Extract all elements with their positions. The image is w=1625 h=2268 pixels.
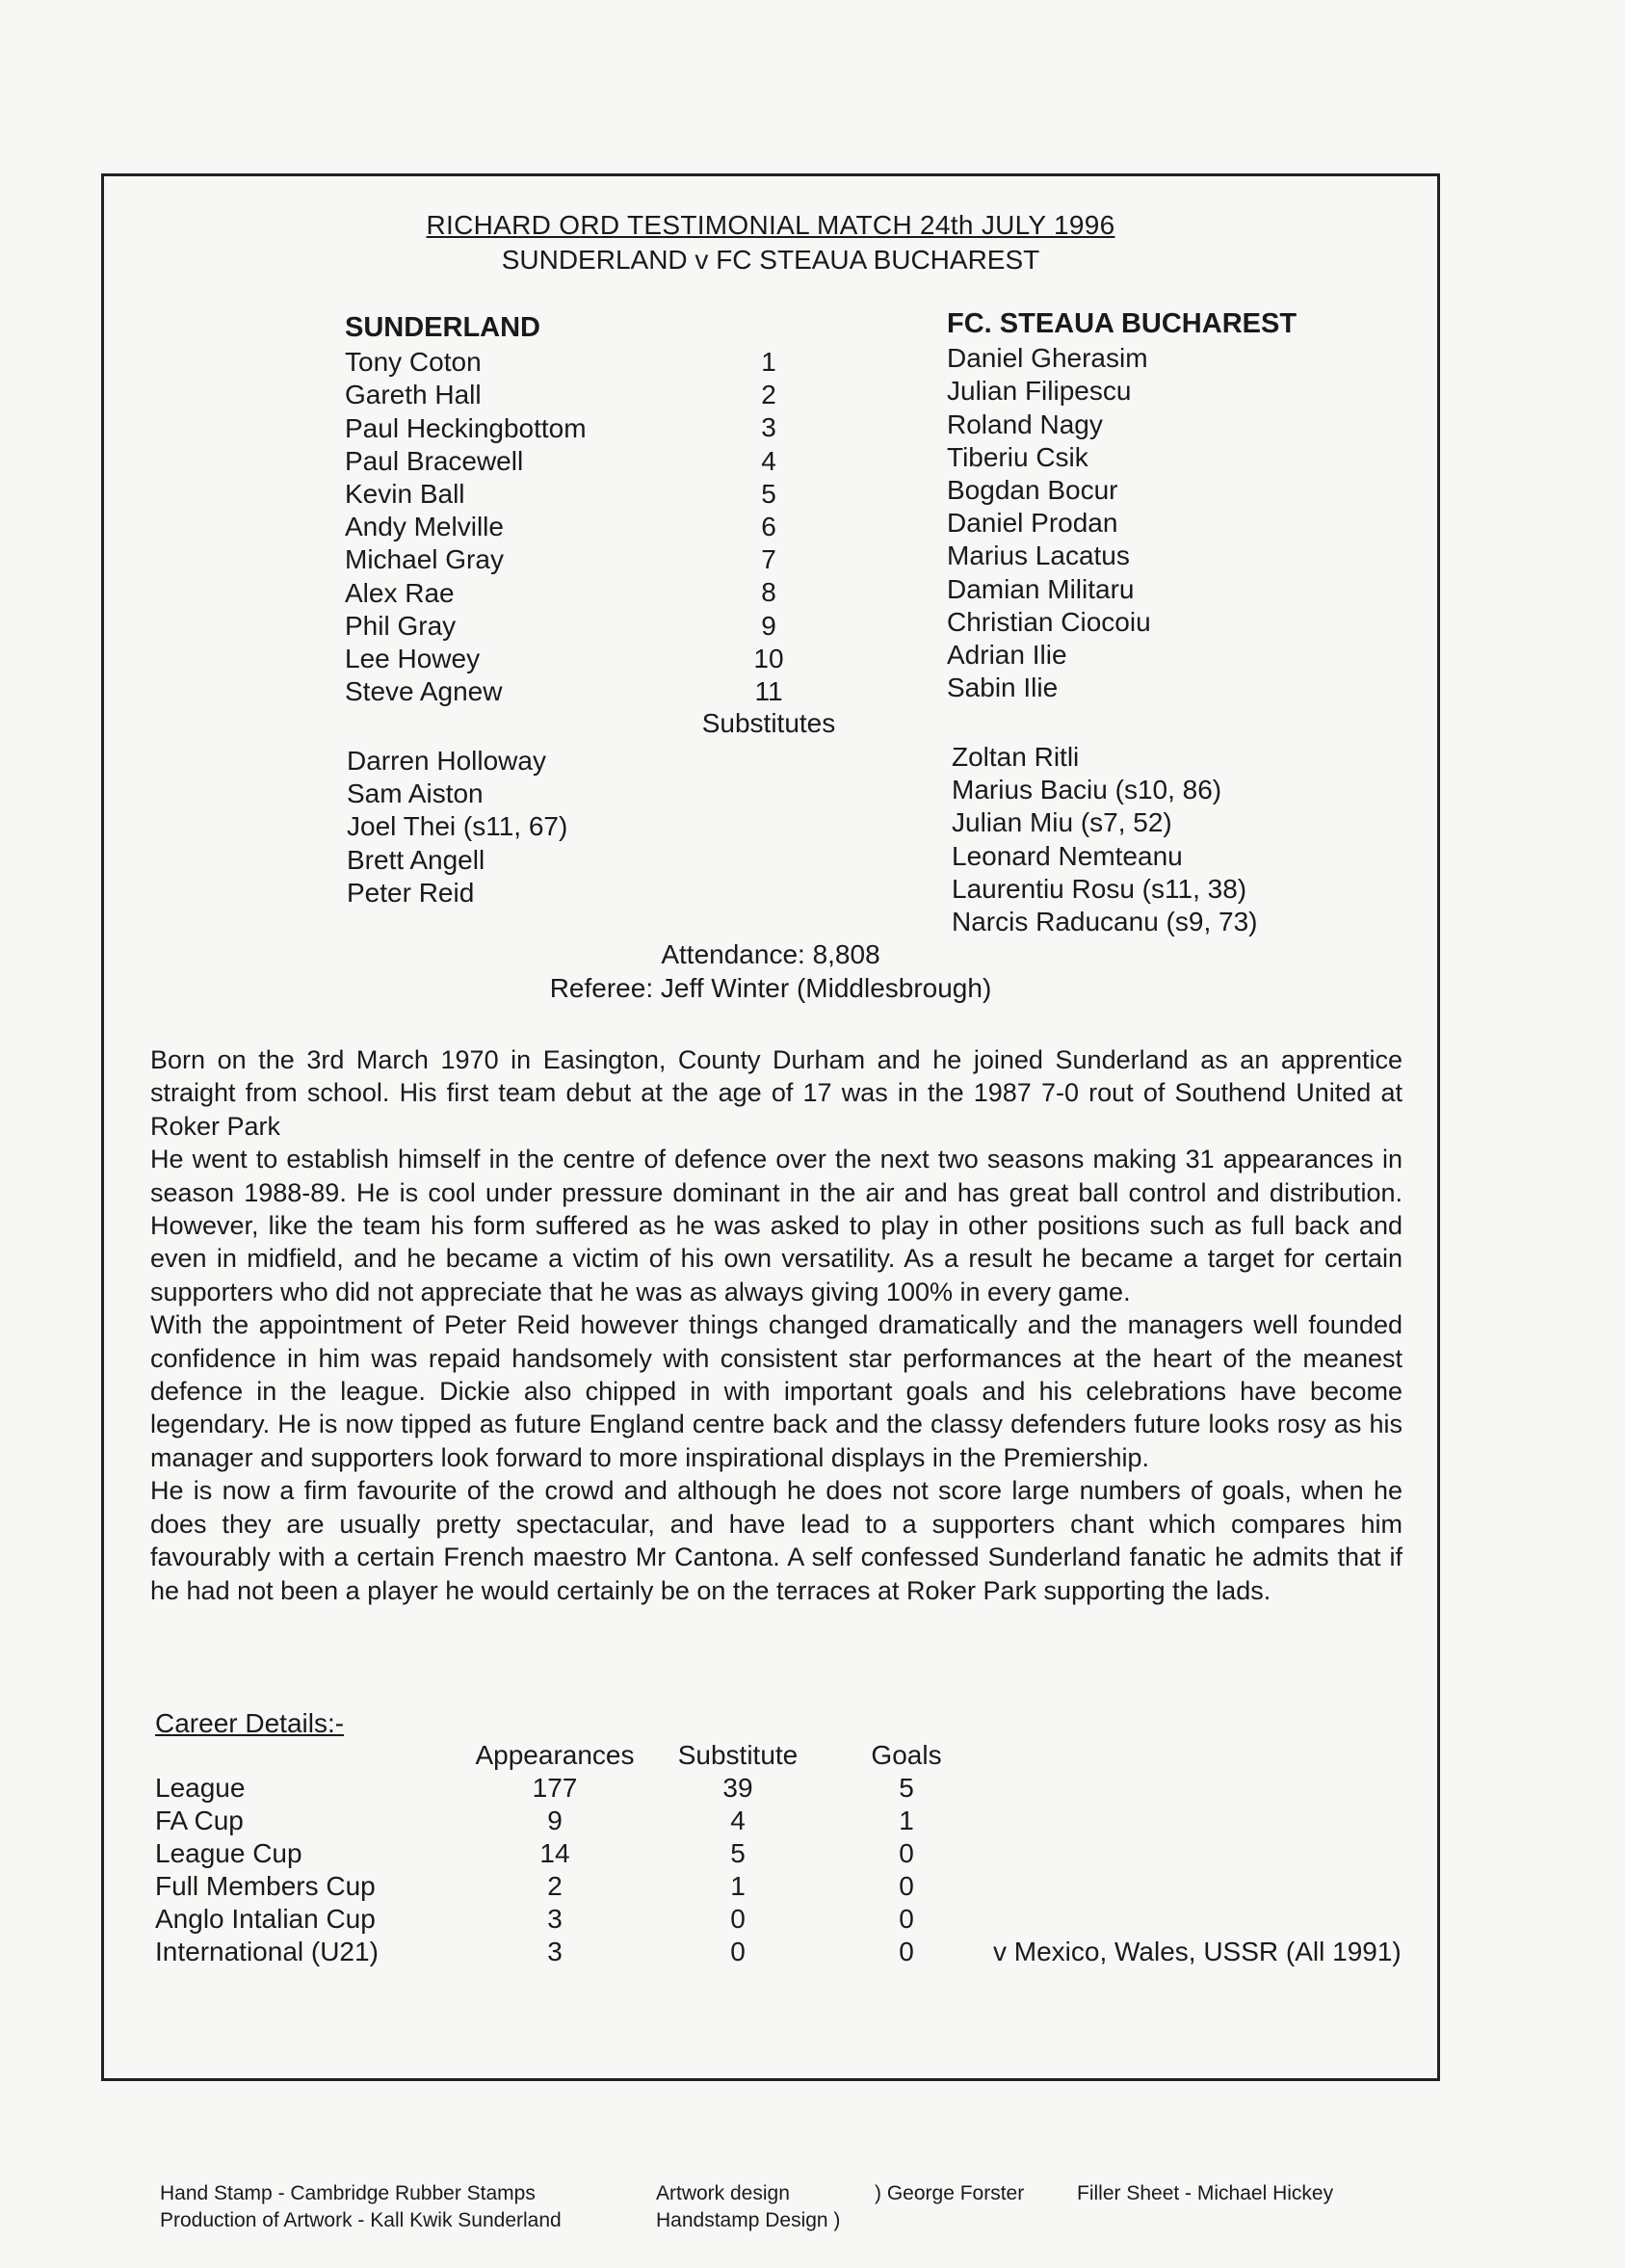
shirt-number: 6 [761, 512, 776, 542]
substitute: Zoltan Ritli [952, 742, 1080, 772]
substitute: Marius Baciu (s10, 86) [952, 775, 1222, 805]
note [993, 1837, 1402, 1870]
player: Julian Filipescu [947, 376, 1132, 407]
shirt-number: 11 [754, 676, 783, 707]
substitute-apps: 4 [730, 1806, 746, 1835]
substitute: Brett Angell [347, 844, 485, 875]
goals: 1 [899, 1806, 914, 1835]
player: Steve Agnew [345, 676, 503, 707]
substitute-apps: 0 [730, 1904, 746, 1934]
match-title: RICHARD ORD TESTIMONIAL MATCH 24th JULY 1996 [426, 210, 1115, 240]
appearances: 9 [547, 1806, 563, 1835]
substitutes-label: Substitutes [701, 708, 836, 738]
player: Sabin Ilie [947, 672, 1059, 703]
note [993, 1805, 1402, 1837]
credit-handstamp-design: Handstamp Design ) [656, 2209, 841, 2231]
shirt-number: 1 [761, 347, 776, 377]
shirt-number: 4 [761, 445, 776, 476]
note [993, 1903, 1402, 1936]
goals: 0 [899, 1904, 914, 1934]
shirt-numbers [682, 346, 855, 708]
substitute: Sam Aiston [347, 778, 484, 809]
competition: FA Cup [155, 1806, 244, 1835]
career-col-appearances: Appearances [475, 1740, 635, 1770]
team-name-steaua: FC. STEAUA BUCHAREST [947, 308, 1297, 339]
player: Bogdan Bocur [947, 475, 1118, 506]
player: Daniel Prodan [947, 508, 1118, 539]
player: Damian Militaru [947, 573, 1135, 604]
player: Kevin Ball [345, 479, 465, 510]
note: v Mexico, Wales, USSR (All 1991) [993, 1937, 1402, 1966]
player: Daniel Gherasim [947, 343, 1148, 374]
player: Paul Heckingbottom [345, 412, 587, 443]
career-row [155, 1837, 1402, 1870]
player: Phil Gray [345, 610, 457, 641]
sunderland-substitutes [347, 745, 567, 910]
credit-filler-sheet: Filler Sheet - Michael Hickey [1077, 2182, 1334, 2204]
credits-filler [1077, 2180, 1333, 2207]
shirt-number: 2 [761, 380, 776, 410]
goals: 0 [899, 1838, 914, 1868]
credit-artwork-design: Artwork design [656, 2182, 790, 2204]
goals: 0 [899, 1871, 914, 1901]
substitute: Darren Holloway [347, 746, 546, 776]
player: Adrian Ilie [947, 640, 1067, 671]
career-row [155, 1936, 1402, 1968]
player: Marius Lacatus [947, 541, 1130, 571]
competition: League Cup [155, 1838, 302, 1868]
player: Paul Bracewell [345, 445, 524, 476]
credits-design [656, 2180, 840, 2234]
appearances: 3 [547, 1937, 563, 1966]
player: Gareth Hall [345, 380, 482, 410]
career-row [155, 1903, 1402, 1936]
credits-designer [875, 2180, 1024, 2207]
goals: 0 [899, 1937, 914, 1966]
credit-hand-stamp: Hand Stamp - Cambridge Rubber Stamps [160, 2182, 536, 2204]
shirt-number: 10 [753, 643, 784, 673]
goals: 5 [899, 1773, 914, 1803]
substitute: Julian Miu (s7, 52) [952, 807, 1172, 838]
bio-paragraph: He went to establish himself in the centre of defence over the next two seasons making 31 appearances in season 1988-89. He is cool under pressure dominant in the air and has great ball control and distribution. However, like the team his form suffered as he was asked to play in other positions such as full back and even in midfield, and he became a victim of his own versatility. As a result he became a target for certain supporters who did not appreciate that he was as always giving 100% in every game. [150, 1145, 1402, 1306]
referee: Referee: Jeff Winter (Middlesbrough) [549, 973, 992, 1003]
steaua-lineup [947, 307, 1371, 704]
shirt-number: 9 [761, 610, 776, 641]
steaua-substitutes [952, 741, 1257, 938]
note [993, 1870, 1402, 1903]
career-col-competition [155, 1739, 454, 1772]
substitute: Narcis Raducanu (s9, 73) [952, 907, 1258, 937]
shirt-number: 7 [761, 544, 776, 575]
substitute-apps: 0 [730, 1937, 746, 1966]
bio-paragraph: He is now a firm favourite of the crowd and although he does not score large numbers of goals, when he does they are usually pretty spectacular, and have lead to a supporters chant which compares him favourably with a certain French maestro Mr Cantona. A self confessed Sunderland fanatic he admits that if he had not been a player he would certainly be on the terraces at Roker Park supporting the lads. [150, 1476, 1402, 1605]
appearances: 14 [539, 1838, 570, 1868]
sunderland-lineup [345, 311, 672, 708]
programme-sheet [101, 173, 1440, 2231]
career-header-row [155, 1739, 1402, 1772]
match-subtitle: SUNDERLAND v FC STEAUA BUCHAREST [501, 245, 1040, 275]
career-row [155, 1805, 1402, 1837]
player: Roland Nagy [947, 409, 1103, 439]
team-name-sunderland: SUNDERLAND [345, 312, 540, 343]
substitute: Laurentiu Rosu (s11, 38) [952, 873, 1247, 904]
appearances: 3 [547, 1904, 563, 1934]
competition: League [155, 1773, 246, 1803]
credit-production: Production of Artwork - Kall Kwik Sunderland [160, 2209, 562, 2231]
career-table [155, 1739, 1402, 1968]
credits-printing [160, 2180, 562, 2234]
credit-designer: ) George Forster [875, 2182, 1025, 2204]
player: Alex Rae [345, 577, 455, 608]
career-col-substitute: Substitute [677, 1740, 799, 1770]
career-col-goals: Goals [871, 1740, 942, 1770]
player: Michael Gray [345, 544, 504, 575]
player: Christian Ciocoiu [947, 606, 1151, 637]
career-row [155, 1870, 1402, 1903]
shirt-number: 5 [761, 478, 776, 509]
bio-paragraph: With the appointment of Peter Reid however things changed dramatically and the managers well founded confidence in him was repaid handsomely with consistent star performances at the heart of the meanest defence in the league. Dickie also chipped in with important goals and his celebrations have become legendary. He is now tipped as future England centre back and the classy defenders future looks rosy as his manager and supporters look forward to more inspirational displays in the Premiership. [150, 1310, 1402, 1472]
career-row [155, 1772, 1402, 1805]
note [993, 1772, 1402, 1805]
substitute-apps: 39 [722, 1773, 753, 1803]
bio-paragraph: Born on the 3rd March 1970 in Easington, County Durham and he joined Sunderland as an apprentice straight from school. His first team debut at the age of 17 was in the 1987 7-0 rout of Southend United at Roker Park [150, 1045, 1402, 1141]
player: Lee Howey [345, 644, 481, 674]
appearances: 177 [532, 1773, 578, 1803]
shirt-number: 3 [761, 412, 776, 443]
match-info [104, 937, 1437, 1005]
competition: Full Members Cup [155, 1871, 376, 1901]
player: Andy Melville [345, 512, 504, 542]
competition: Anglo Intalian Cup [155, 1904, 376, 1934]
player: Tiberiu Csik [947, 441, 1088, 472]
attendance: Attendance: 8,808 [661, 939, 880, 969]
player: Tony Coton [345, 347, 482, 378]
career-heading: Career Details:- [155, 1708, 345, 1738]
competition: International (U21) [155, 1937, 379, 1966]
shirt-number: 8 [761, 577, 776, 608]
biography [150, 1043, 1402, 1607]
substitute-apps: 5 [730, 1838, 746, 1868]
substitute: Leonard Nemteanu [952, 840, 1183, 871]
appearances: 2 [547, 1871, 563, 1901]
substitute: Peter Reid [347, 877, 475, 908]
header [104, 210, 1437, 276]
substitute: Joel Thei (s11, 67) [347, 811, 568, 842]
substitute-apps: 1 [730, 1871, 746, 1901]
